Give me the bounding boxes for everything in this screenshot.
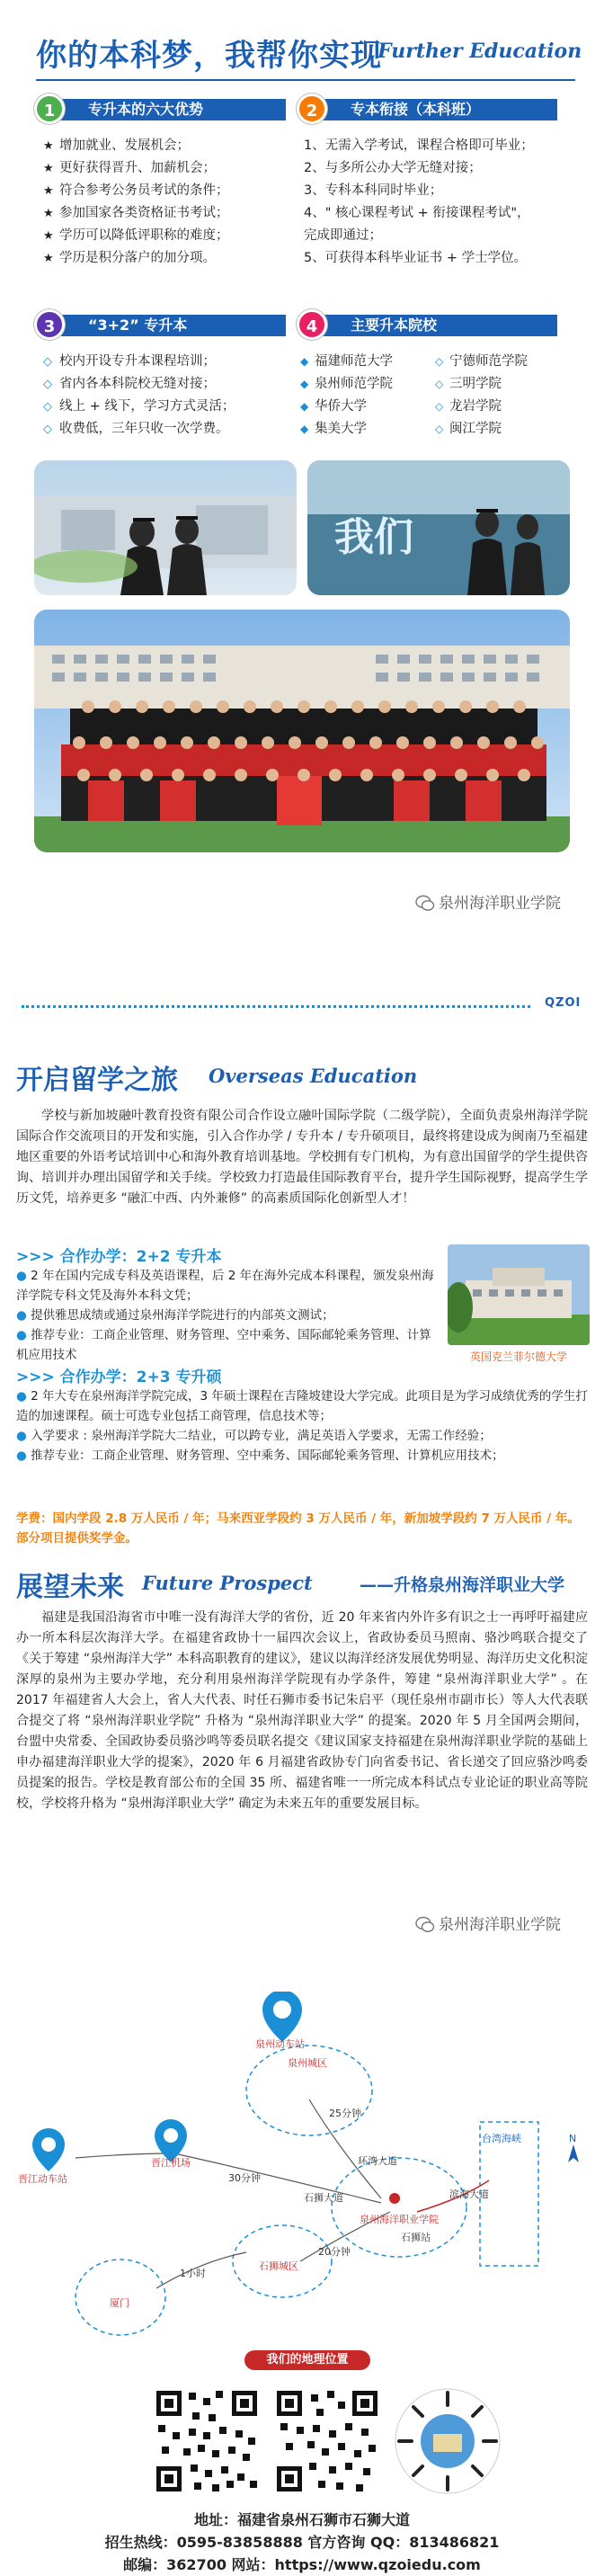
section-3-list bbox=[43, 351, 235, 441]
school-item: ◇ 闽江学院 bbox=[435, 422, 502, 436]
hero-title-en: Further Education bbox=[378, 40, 582, 63]
map-label: 20分钟 bbox=[318, 2246, 351, 2258]
school-item: ◇ 三明学院 bbox=[435, 377, 502, 391]
school-grid bbox=[300, 351, 570, 450]
map-label: 晋江动车站 bbox=[18, 2173, 67, 2185]
wechat-icon bbox=[415, 1915, 435, 1935]
pin-icon bbox=[262, 1992, 302, 2042]
list-item: ★ 符合参考公务员考试的条件； bbox=[43, 183, 229, 198]
section-1-title: 专升本的六大优势 bbox=[52, 99, 286, 120]
wechat-icon bbox=[415, 894, 435, 914]
section-1-header bbox=[34, 94, 304, 124]
section-4-header bbox=[297, 309, 566, 340]
contact-phone: 招生热线：0595-83858888 官方咨询 QQ：813486821 bbox=[104, 2534, 500, 2551]
map-label: 厦门 bbox=[110, 2297, 129, 2309]
graduates-photo-1 bbox=[34, 460, 297, 595]
school-item: ◇ 龙岩学院 bbox=[435, 399, 502, 414]
university-photo bbox=[448, 1244, 590, 1345]
list-item: ★ 学历是积分落户的加分项。 bbox=[43, 251, 216, 265]
mini-program-code bbox=[394, 2387, 502, 2495]
list-item: ● 推荐专业：工商企业管理、财务管理、空中乘务、国际邮轮乘务管理、计算机应用技术 bbox=[16, 1328, 431, 1362]
hero-title bbox=[0, 20, 604, 83]
list-item: ★ 参加国家各类资格证书考试； bbox=[43, 206, 229, 220]
list-item: ◇ 省内各本科院校无缝对接； bbox=[43, 377, 216, 391]
contact-web: 邮编：362700 网站：https://www.qzoiedu.com bbox=[123, 2556, 481, 2573]
list-item: ★ 增加就业、发展机会； bbox=[43, 138, 190, 153]
list-item: ● 入学要求 : 泉州海洋学院大二结业，可以跨专业，满足英语入学要求，无需工作经验； bbox=[16, 1429, 492, 1443]
school-item: ◇ 宁德师范学院 bbox=[435, 354, 528, 369]
qr-code-1 bbox=[153, 2387, 261, 2495]
section-1-list bbox=[43, 135, 229, 270]
map-label: 泉州动车站 bbox=[255, 2038, 305, 2050]
list-item: ● 推荐专业：工商企业管理、财务管理、空中乘务、国际邮轮乘务管理、计算机应用技术； bbox=[16, 1448, 504, 1463]
map-label: 石狮大道 bbox=[304, 2192, 343, 2204]
university-caption: 英国克兰菲尔德大学 bbox=[469, 1350, 567, 1363]
tuition-fee: 学费：国内学段 2.8 万人民币 / 年；马来西亚学段约 3 万人民币 / 年，新加坡学段约 7 万人民币 / 年。部分项目提供奖学金。 bbox=[16, 1511, 580, 1546]
list-item: 2、与多所公办大学无缝对接； bbox=[304, 161, 482, 175]
dotted-divider bbox=[22, 1005, 530, 1008]
pin-icon bbox=[32, 2128, 65, 2171]
map-label: 泉州海洋职业学院 bbox=[360, 2214, 439, 2225]
section-2-title: 专本衔接（本科班） bbox=[315, 99, 557, 120]
program-1-heading: >>> 合作办学：2+2 专升本 bbox=[16, 1248, 222, 1266]
watermark-2: 泉州海洋职业学院 bbox=[415, 1912, 561, 1935]
list-item: ★ 更好获得晋升、加薪机会； bbox=[43, 161, 216, 175]
list-item: ★ 学历可以降低评职称的难度； bbox=[43, 228, 229, 243]
list-item: 4、" 核心课程考试 + 衔接课程考试"， bbox=[304, 206, 530, 220]
map-label: 石狮站 bbox=[401, 2232, 431, 2243]
list-item: 5、可获得本科毕业证书 + 学士学位。 bbox=[304, 251, 528, 265]
list-item: ◇ 收费低，三年只收一次学费。 bbox=[43, 422, 229, 436]
program-2-list bbox=[16, 1386, 590, 1466]
school-item: ◆ 集美大学 bbox=[300, 422, 367, 436]
map-label: N bbox=[569, 2133, 577, 2144]
future-subtitle: ——升格泉州海洋职业大学 bbox=[360, 1575, 565, 1595]
list-item: ● 2 年在国内完成专科及英语课程，后 2 年在海外完成本科课程，颁发泉州海洋学院专科文凭及海外本科文凭； bbox=[16, 1269, 434, 1303]
section-3-header bbox=[34, 309, 304, 340]
location-button[interactable]: 我们的地理位置 bbox=[244, 2350, 370, 2370]
list-item: 完成即通过； bbox=[304, 228, 382, 243]
graduates-photo-2 bbox=[307, 460, 570, 595]
future-title-en: Future Prospect bbox=[142, 1572, 313, 1594]
map-label: 晋江机场 bbox=[151, 2157, 191, 2169]
school-item: ◆ 华侨大学 bbox=[300, 399, 367, 414]
list-item: 1、无需入学考试，课程合格即可毕业； bbox=[304, 138, 534, 153]
section-3-number: 3 bbox=[34, 309, 65, 340]
overseas-title-en: Overseas Education bbox=[209, 1065, 418, 1087]
program-1-list bbox=[16, 1266, 439, 1365]
overseas-intro: 学校与新加坡融叶教育投资有限公司合作设立融叶国际学院（二级学院），全面负责泉州海洋学院国际合作交流项目的开发和实施，引入合作办学 / 专升本 / 专升硕项目，最终将建设成为闽南乃至福建地区重要的外语考试培训中心和海外教育培训基地。学校拥有专门机构，为有意出国留学的学生提供咨询、培训并办理出国留学和关手续。学校致力打造最佳国际教育平台，提升学生国际视野，提高学生学历文凭，培养更多 “融汇中西、内外兼修” 的高素质国际化创新型人才！ bbox=[16, 1109, 588, 1206]
school-item: ◆ 福建师范大学 bbox=[300, 354, 393, 369]
map-label: 环湾大道 bbox=[358, 2155, 397, 2167]
list-item: ◇ 线上 + 线下，学习方式灵活； bbox=[43, 399, 235, 414]
program-2-heading: >>> 合作办学：2+3 专升硕 bbox=[16, 1368, 222, 1386]
qr-code-2 bbox=[273, 2387, 381, 2495]
list-item: ◇ 校内开设专升本课程培训； bbox=[43, 354, 216, 369]
overseas-title: 开启留学之旅 bbox=[16, 1065, 178, 1096]
section-1-number: 1 bbox=[34, 94, 65, 124]
section-3-title: “3+2” 专升本 bbox=[52, 315, 286, 336]
section-2-number: 2 bbox=[297, 94, 327, 124]
map-label: 滨海大道 bbox=[449, 2188, 489, 2200]
school-item: ◆ 泉州师范学院 bbox=[300, 377, 393, 391]
list-item: ● 2 年大专在泉州海洋学院完成，3 年硕士课程在吉隆坡建设大学完成。此项目是为学习成绩优秀的学生打造的加速课程。硕士可选专业包括工商管理，信息技术等； bbox=[16, 1389, 588, 1423]
section-4-number: 4 bbox=[297, 309, 327, 340]
watermark-1: 泉州海洋职业学院 bbox=[415, 890, 561, 914]
section-2-header bbox=[297, 94, 566, 124]
contact-address: 地址：福建省泉州石狮市石狮大道 bbox=[193, 2511, 410, 2528]
divider-tag: QZOI bbox=[545, 996, 582, 1010]
list-item: ● 提供雅思成绩或通过泉州海洋学院进行的内部英文测试； bbox=[16, 1308, 334, 1323]
future-body: 福建是我国沿海省市中唯一没有海洋大学的省份，近 20 年来省内外许多有识之士一再呼吁福建应办一所本科层次海洋大学。在福建省政协十一届四次会议上，省政协委员马照南、骆沙鸣联合提交了《关于筹建 “泉州海洋大学” 本科高职教育的建议》，建议以海洋经济发展优势明显、海洋历史文化积淀深厚的泉州为主要办学地，充分利用泉州海洋学院现有办学条件，筹建 “泉州海洋职业大学” 。在 2017 年福建省人大会上，省人大代表、时任石狮市委书记朱启平（现任泉州市副市长）等人大代表联合提交了将 “泉州海洋职业学院” 升格为 “泉州海洋职业大学” 的提案。2020 年 5 月全国两会期间，台盟中央常委、全国政协委员骆沙鸣等委员联名提交《建议国家支持福建在泉州海洋职业学院的基础上申办福建海洋职业大学的提案》，2020 年 6 月福建省政协专门向省委书记、省长递交了回应骆沙鸣委员提案的报告。学校是教育部公布的全国 35 所、福建省唯一一所完成本科试点专业论证的职业高等院校，学校将升格为 “泉州海洋职业大学” 确定为未来五年的重要发展目标。 bbox=[16, 1610, 588, 1811]
map-label: 1小时 bbox=[180, 2268, 206, 2279]
future-title: 展望未来 bbox=[16, 1572, 124, 1603]
hero-title-cn: 你的本科梦，我帮你实现 bbox=[36, 38, 382, 74]
map-label: 30分钟 bbox=[228, 2172, 261, 2184]
map-label: 25分钟 bbox=[329, 2108, 361, 2119]
section-4-title: 主要升本院校 bbox=[315, 315, 557, 336]
location-map bbox=[22, 1992, 588, 2387]
group-photo bbox=[34, 610, 570, 852]
list-item: 3、专科本科同时毕业； bbox=[304, 183, 443, 198]
hero-divider bbox=[36, 79, 575, 81]
map-label: 泉州城区 bbox=[288, 2057, 327, 2069]
map-label: 石狮城区 bbox=[259, 2260, 298, 2272]
section-2-list bbox=[304, 135, 573, 270]
map-label: 台湾海峡 bbox=[482, 2133, 521, 2144]
svg-text:我们: 我们 bbox=[334, 514, 413, 560]
